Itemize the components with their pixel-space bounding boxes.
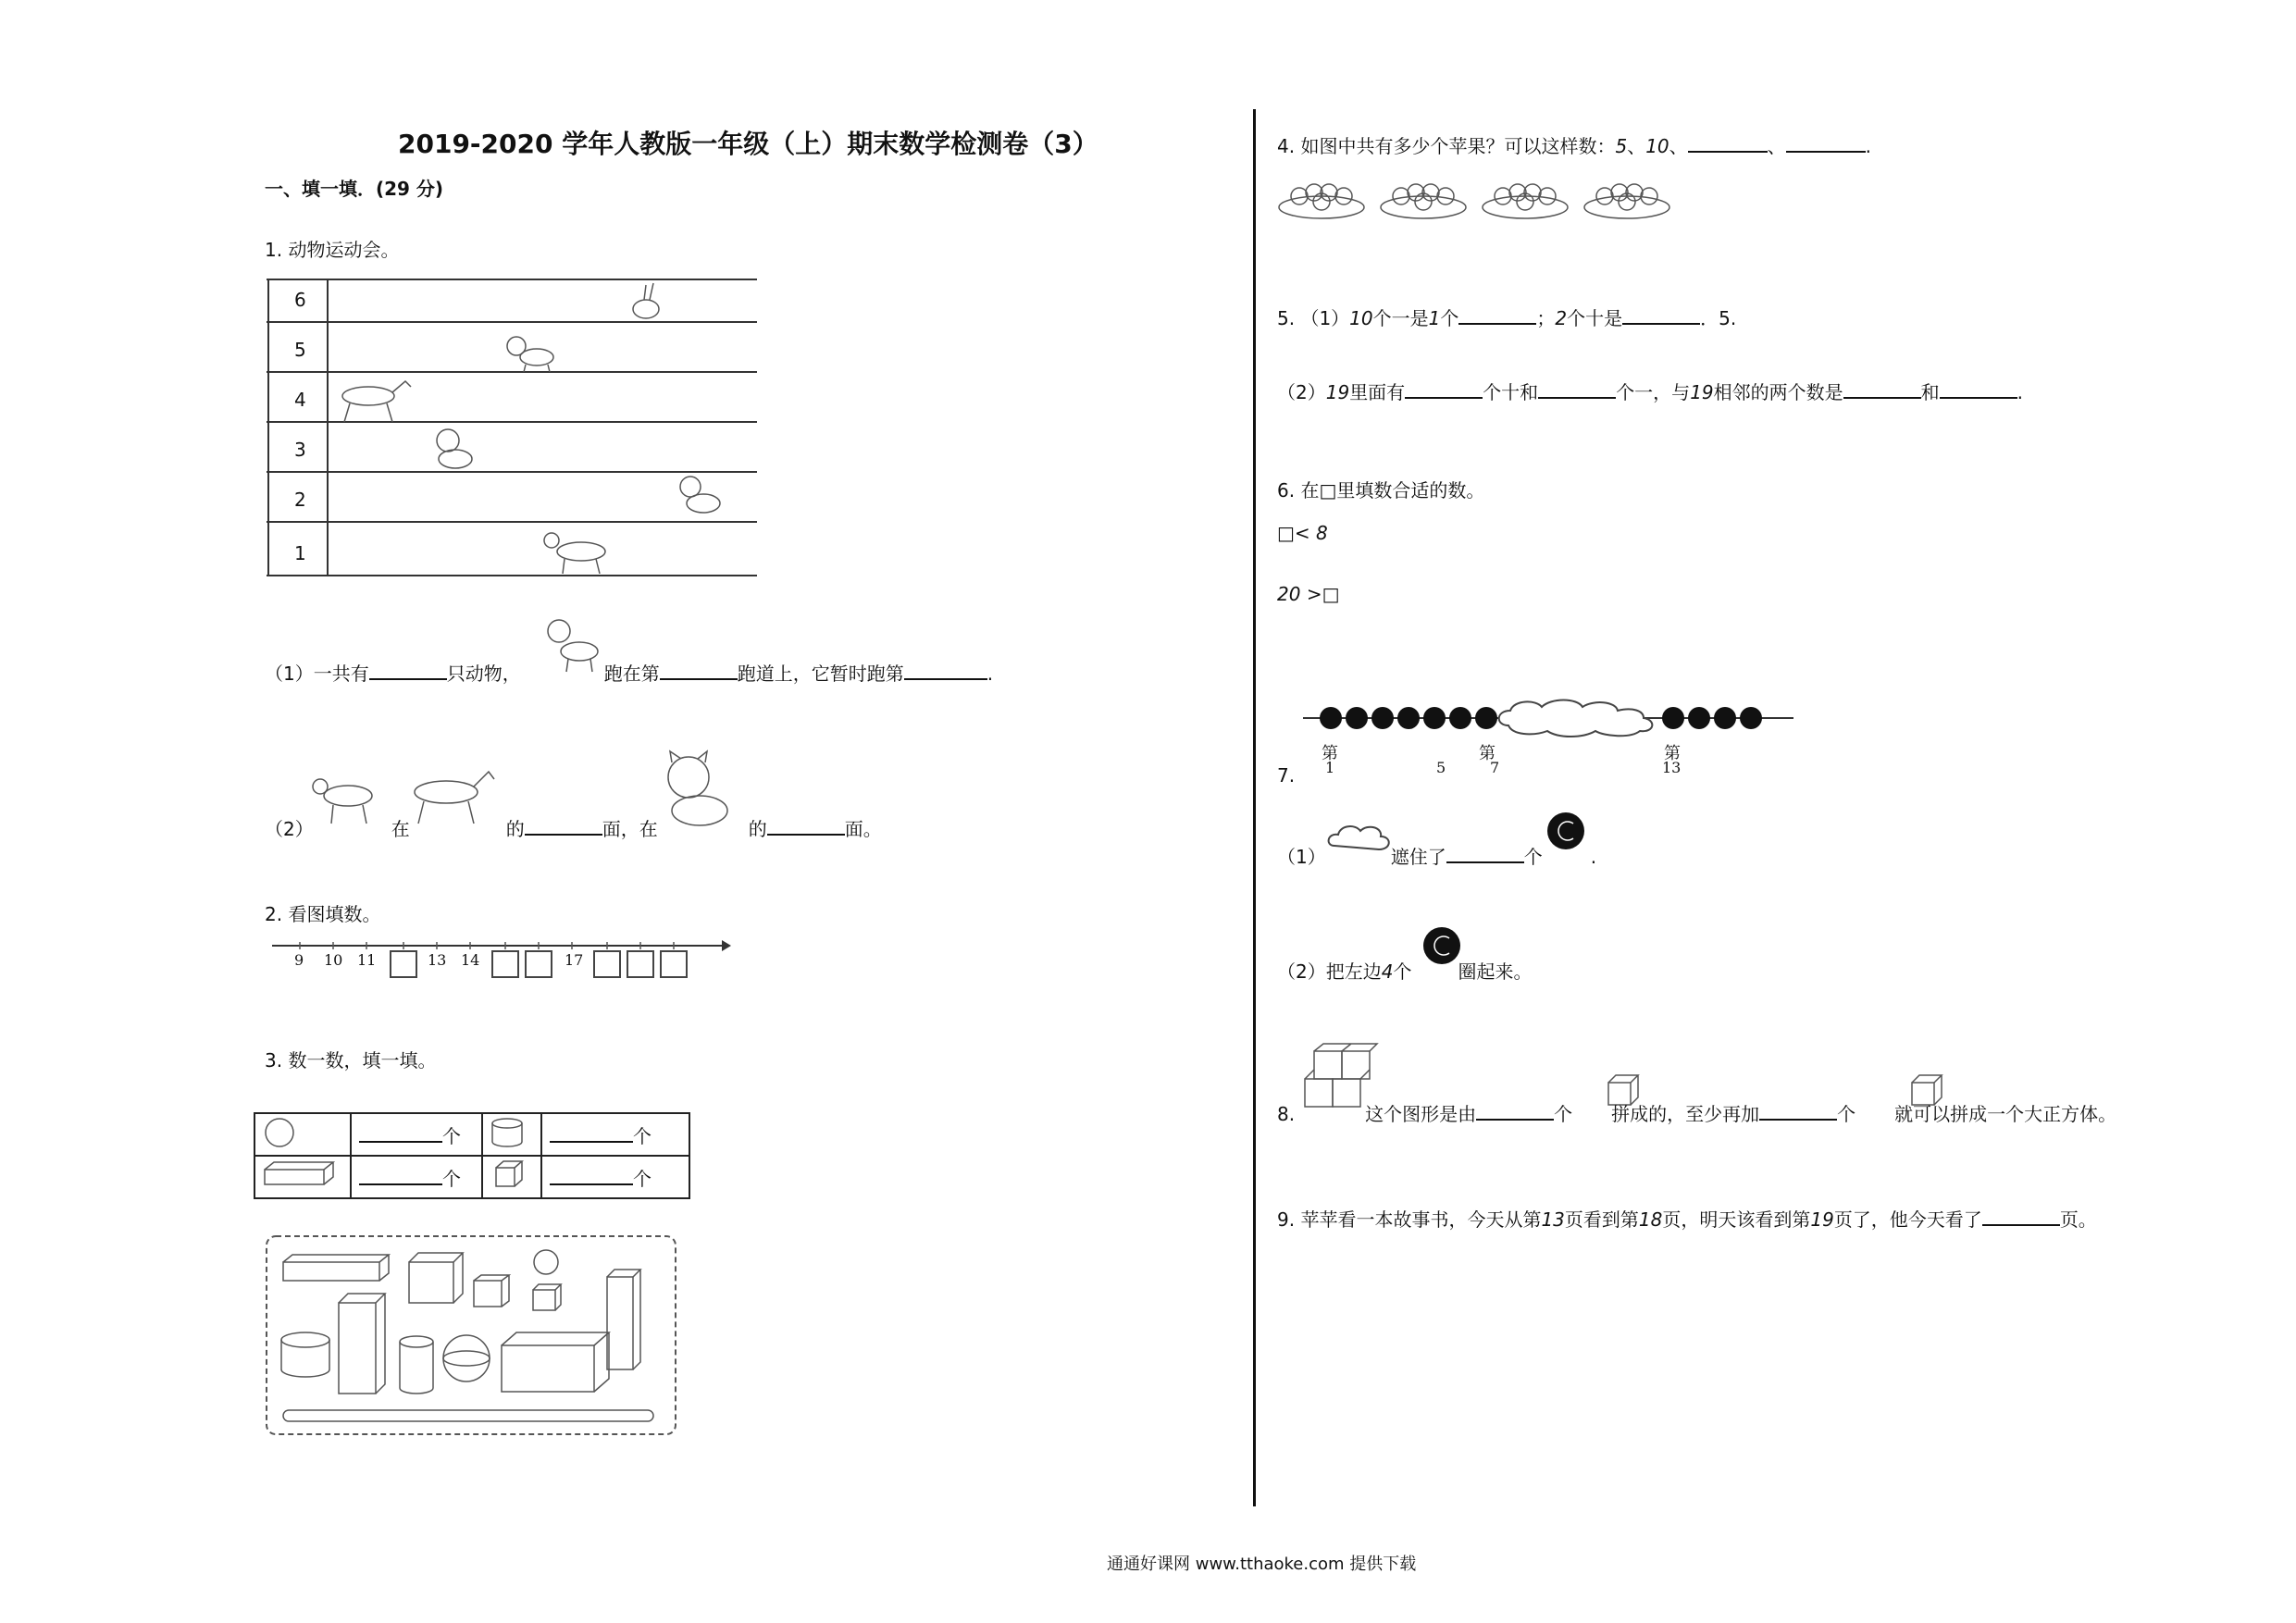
column-divider (1253, 109, 1256, 1506)
answer-cell: 个 (351, 1156, 482, 1198)
answer-box (391, 951, 416, 977)
monkey-icon (437, 429, 472, 468)
answer-cell: 个 (541, 1113, 689, 1156)
answer-box (594, 951, 620, 977)
apple-plates-figure (1279, 174, 1686, 226)
lane-label: 4 (294, 389, 306, 411)
q7-part1: （1） 遮住了 个 . (1277, 846, 1597, 868)
answer-cell: 个 (351, 1113, 482, 1156)
tick-label: 10 (324, 951, 343, 969)
cube-cell (482, 1156, 541, 1198)
goat-icon (544, 533, 605, 574)
q4-text: 4. 如图中共有多少个苹果？可以这样数：5、10、 、 . (1277, 135, 1871, 157)
answer-box (627, 951, 653, 977)
q6-label: 6. 在□里填数合适的数。 (1277, 479, 1485, 502)
q1-label: 1. 动物运动会。 (265, 239, 400, 261)
cylinder-cell (482, 1113, 541, 1156)
q6-line1: □< 8 (1277, 522, 1328, 544)
tick-label: 14 (461, 951, 480, 969)
ordinal-label: 第 (1322, 744, 1338, 763)
q5-part2: （2）19里面有 个十和 个一，与19相邻的两个数是 和 . (1277, 381, 2023, 403)
cloud-icon (1499, 700, 1653, 737)
ordinal-label: 第 (1664, 744, 1681, 763)
cube-icon (496, 1168, 515, 1186)
apple-plate-icon (1584, 184, 1669, 218)
tick-label: 17 (565, 951, 584, 969)
footer-text: 通通好课网 www.tthaoke.com 提供下载 (1107, 1555, 1417, 1574)
q7-label: 7. (1277, 764, 1296, 787)
race-track-figure (267, 274, 759, 579)
horse-icon (342, 381, 411, 422)
apple-plate-icon (1483, 184, 1568, 218)
cat-icon (680, 477, 720, 513)
beads-figure (1299, 696, 1799, 779)
q2-label: 2. 看图填数。 (265, 903, 381, 925)
q5-part1: 5. （1）10个一是1个 ；2个十是 ．5. (1277, 307, 1737, 329)
lane-label: 6 (294, 289, 306, 311)
q7-part2: （2）把左边4个 圈起来。 (1277, 960, 1533, 983)
cylinder-icon (492, 1119, 522, 1128)
solids-figure (265, 1234, 679, 1438)
q1-part2: （2） 在 的 面，在 的 面。 (265, 818, 882, 840)
ordinal-label: 第 (1479, 744, 1496, 763)
answer-box (661, 951, 687, 977)
lane-label: 1 (294, 542, 306, 564)
section-heading: 一、填一填．(29 分) (265, 178, 444, 200)
tick-label: 11 (357, 951, 377, 969)
lane-label: 3 (294, 439, 306, 461)
tick-label: 13 (428, 951, 447, 969)
cuboid-cell (254, 1156, 351, 1198)
sphere-icon (266, 1119, 293, 1146)
count-table (254, 1112, 690, 1199)
lane-label: 5 (294, 339, 306, 361)
tick-label: 9 (294, 951, 304, 969)
q6-line2: 20 >□ (1277, 583, 1340, 605)
answer-cell: 个 (541, 1156, 689, 1198)
q1-part1: （1）一共有 只动物， 跑在第 跑道上，它暂时跑第 . (265, 663, 994, 685)
lane-label: 2 (294, 489, 306, 511)
apple-plate-icon (1279, 184, 1364, 218)
answer-box (492, 951, 518, 977)
ordinal-number: 5 (1436, 759, 1446, 776)
sphere-cell (254, 1113, 351, 1156)
answer-box (526, 951, 552, 977)
q8-text: 8. 这个图形是由 个 拼成的，至少再加 个 就可以拼成一个大正方体。 (1277, 1103, 2117, 1125)
ordinal-number: 13 (1662, 759, 1682, 776)
ordinal-number: 7 (1490, 759, 1500, 776)
q3-label: 3. 数一数，填一填。 (265, 1049, 437, 1072)
apple-plate-icon (1381, 184, 1466, 218)
rabbit-icon (633, 283, 659, 318)
cuboid-icon (265, 1170, 324, 1184)
q9-text: 9. 苹苹看一本故事书，今天从第13页看到第18页，明天该看到第19页了，他今天看了 页。 (1277, 1208, 2097, 1231)
ordinal-number: 1 (1325, 759, 1335, 776)
page-title: 2019-2020 学年人教版一年级（上）期末数学检测卷（3） (398, 129, 1098, 159)
dog-icon (507, 337, 553, 372)
